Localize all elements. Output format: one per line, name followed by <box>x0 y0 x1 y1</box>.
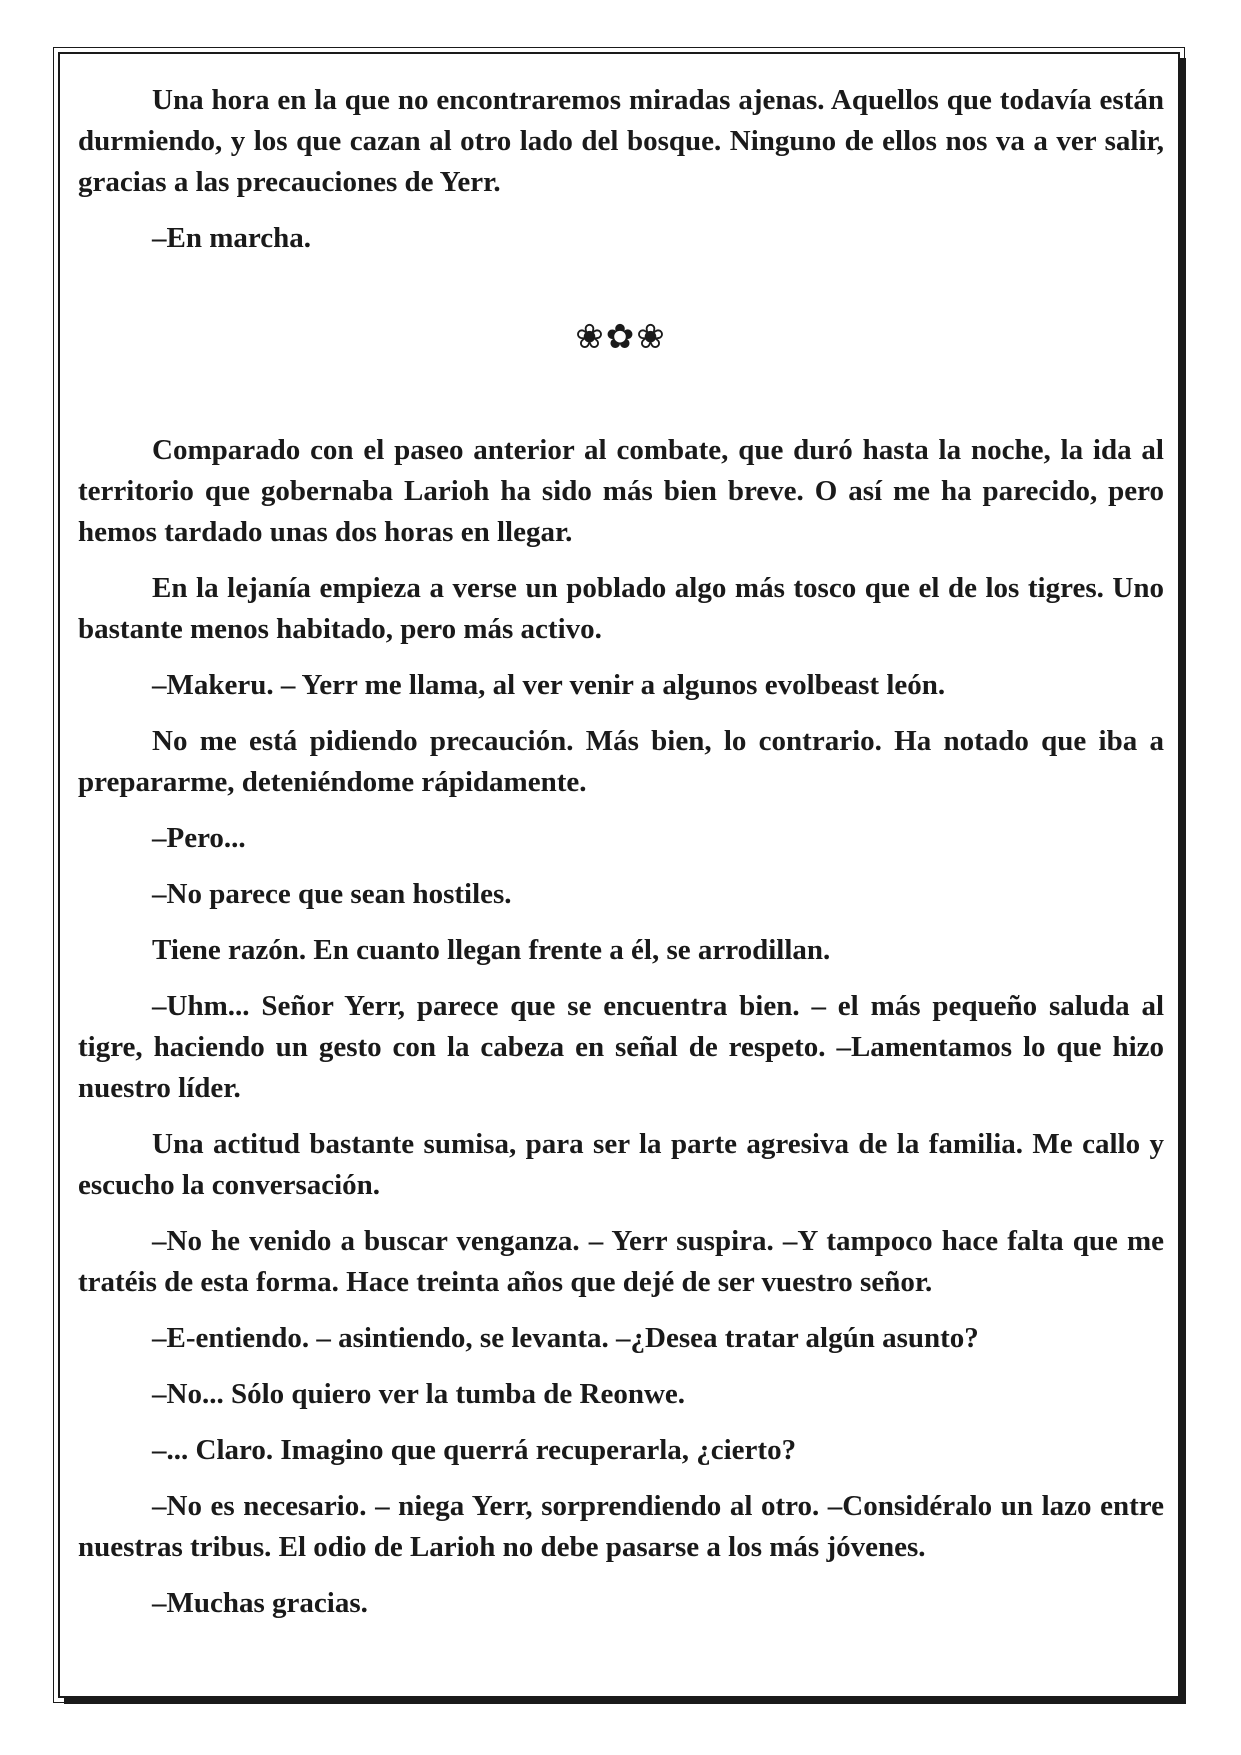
paragraph: –Pero... <box>152 822 246 854</box>
paragraph: –No... Sólo quiero ver la tumba de Reonwe. <box>152 1378 686 1410</box>
paragraph: –En marcha. <box>152 222 311 254</box>
paragraph: En la lejanía empieza a verse un poblado algo más tosco que el de los tigres. Uno bastante menos habitado, pero más activo. <box>78 572 1164 645</box>
paragraph: –... Claro. Imagino que querrá recuperarla, ¿cierto? <box>152 1434 797 1466</box>
paragraph: –Uhm... Señor Yerr, parece que se encuentra bien. – el más pequeño saluda al tigre, haciendo un gesto con la cabeza en señal de respeto. –Lamentamos lo que hizo nuestro líder. <box>78 990 1164 1104</box>
paragraph: –Muchas gracias. <box>152 1587 368 1619</box>
paragraph: Una actitud bastante sumisa, para ser la parte agresiva de la familia. Me callo y escucho la conversación. <box>78 1128 1164 1201</box>
paragraph: –Makeru. – Yerr me llama, al ver venir a algunos evolbeast león. <box>152 669 946 701</box>
page-frame <box>58 52 1180 1698</box>
flower-separator-icon: ❀✿❀ <box>575 319 667 356</box>
paragraph: –No es necesario. – niega Yerr, sorprendiendo al otro. –Considéralo un lazo entre nuestras tribus. El odio de Larioh no debe pasarse a los más jóvenes. <box>78 1490 1164 1563</box>
paragraph: Tiene razón. En cuanto llegan frente a él, se arrodillan. <box>152 934 831 966</box>
paragraph: Comparado con el paseo anterior al combate, que duró hasta la noche, la ida al territorio que gobernaba Larioh ha sido más bien breve. O así me ha parecido, pero hemos tardado unas dos horas en llegar. <box>78 434 1164 548</box>
paragraph: –E-entiendo. – asintiendo, se levanta. –¿Desea tratar algún asunto? <box>152 1322 979 1354</box>
text-body <box>78 80 1164 1639</box>
paragraph: –No parece que sean hostiles. <box>152 878 512 910</box>
paragraph: –No he venido a buscar venganza. – Yerr suspira. –Y tampoco hace falta que me tratéis de esta forma. Hace treinta años que dejé de ser vuestro señor. <box>78 1225 1164 1298</box>
paragraph: No me está pidiendo precaución. Más bien, lo contrario. Ha notado que iba a prepararme, deteniéndome rápidamente. <box>78 725 1164 798</box>
paragraph: Una hora en la que no encontraremos miradas ajenas. Aquellos que todavía están durmiendo, y los que cazan al otro lado del bosque. Ninguno de ellos nos va a ver salir, gracias a las precauciones de Yerr. <box>78 84 1164 198</box>
